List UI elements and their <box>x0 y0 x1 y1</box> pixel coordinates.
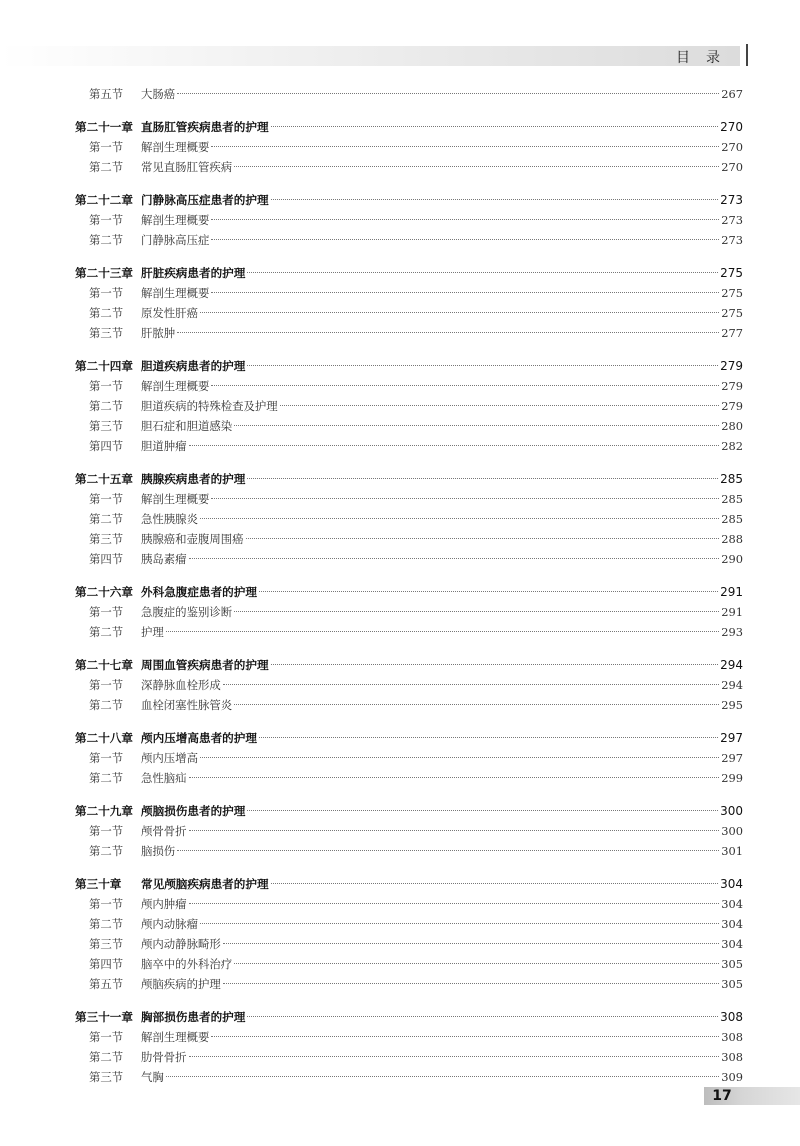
section-number: 第二节 <box>89 625 124 639</box>
page-ref: 294 <box>720 658 743 672</box>
page-ref: 285 <box>721 512 743 526</box>
toc-section-entry[interactable] <box>75 622 743 642</box>
section-number: 第一节 <box>89 286 124 300</box>
section-number: 第一节 <box>89 1030 124 1044</box>
toc-section-entry[interactable] <box>75 748 743 768</box>
toc-section-entry[interactable] <box>75 283 743 303</box>
dot-leader <box>211 1035 719 1037</box>
dot-leader <box>271 125 719 127</box>
section-number: 第二节 <box>89 698 124 712</box>
header-band <box>0 46 740 66</box>
page-ref: 275 <box>721 306 743 320</box>
chapter-title: 外科急腹症患者的护理 <box>141 585 257 599</box>
page-ref: 291 <box>720 585 743 599</box>
toc-section-entry[interactable] <box>75 509 743 529</box>
section-title: 解剖生理概要 <box>141 379 210 393</box>
dot-leader <box>271 198 719 200</box>
toc-chapter <box>75 356 743 456</box>
toc-section-entry[interactable] <box>75 529 743 549</box>
toc-chapter <box>75 117 743 177</box>
page-ref: 297 <box>720 731 743 745</box>
toc-section-entry[interactable] <box>75 210 743 230</box>
section-title: 解剖生理概要 <box>141 213 210 227</box>
section-title: 解剖生理概要 <box>141 140 210 154</box>
chapter-number: 第二十六章 <box>75 585 133 599</box>
page-ref: 304 <box>721 937 743 951</box>
dot-leader <box>211 291 719 293</box>
dot-leader <box>177 92 719 94</box>
chapter-number: 第二十一章 <box>75 120 133 134</box>
toc-chapter <box>75 190 743 250</box>
toc-section-entry[interactable] <box>75 675 743 695</box>
page-ref: 308 <box>721 1030 743 1044</box>
toc-section-entry[interactable] <box>75 303 743 323</box>
toc-section-entry[interactable] <box>75 695 743 715</box>
toc-section-entry[interactable] <box>75 1067 743 1087</box>
page-ref: 285 <box>720 472 743 486</box>
page-ref: 305 <box>721 977 743 991</box>
dot-leader <box>189 776 719 778</box>
section-number: 第一节 <box>89 140 124 154</box>
dot-leader <box>234 424 719 426</box>
section-title: 胰腺癌和壶腹周围癌 <box>141 532 244 546</box>
section-number: 第三节 <box>89 1070 124 1084</box>
chapter-title: 颅内压增高患者的护理 <box>141 731 257 745</box>
section-title: 肝脓肿 <box>141 326 176 340</box>
toc-chapter-entry[interactable] <box>75 356 743 376</box>
dot-leader <box>211 218 719 220</box>
dot-leader <box>259 590 718 592</box>
toc-section-entry[interactable] <box>75 768 743 788</box>
dot-leader <box>247 1015 718 1017</box>
page-ref: 293 <box>721 625 743 639</box>
page-ref: 299 <box>721 771 743 785</box>
page-ref: 290 <box>721 552 743 566</box>
running-header-title: 目录 <box>676 50 736 66</box>
page-ref: 273 <box>720 193 743 207</box>
chapter-title: 胆道疾病患者的护理 <box>141 359 246 373</box>
section-number: 第一节 <box>89 897 124 911</box>
dot-leader <box>223 942 719 944</box>
section-title: 解剖生理概要 <box>141 1030 210 1044</box>
dot-leader <box>211 238 719 240</box>
toc-section-entry[interactable] <box>75 914 743 934</box>
chapter-title: 周围血管疾病患者的护理 <box>141 658 269 672</box>
section-title: 胆石症和胆道感染 <box>141 419 233 433</box>
section-number: 第二节 <box>89 512 124 526</box>
section-title: 大肠癌 <box>141 87 176 101</box>
toc-section-entry[interactable] <box>75 396 743 416</box>
section-title: 颅内动静脉畸形 <box>141 937 221 951</box>
page-ref: 273 <box>721 213 743 227</box>
page-ref: 304 <box>720 877 743 891</box>
dot-leader <box>189 902 719 904</box>
page-ref: 270 <box>720 120 743 134</box>
section-title: 解剖生理概要 <box>141 492 210 506</box>
toc-chapter-entry[interactable] <box>75 728 743 748</box>
toc-section-entry[interactable] <box>75 436 743 456</box>
toc-section-entry[interactable] <box>75 841 743 861</box>
section-number: 第一节 <box>89 379 124 393</box>
toc-chapter <box>75 728 743 788</box>
toc-chapter-entry[interactable] <box>75 582 743 602</box>
page-ref: 270 <box>721 140 743 154</box>
section-number: 第二节 <box>89 917 124 931</box>
chapter-title: 胰腺疾病患者的护理 <box>141 472 246 486</box>
page-ref: 301 <box>721 844 743 858</box>
toc-chapter-entry[interactable] <box>75 1007 743 1027</box>
section-title: 常见直肠肛管疾病 <box>141 160 233 174</box>
section-number: 第一节 <box>89 678 124 692</box>
page-ref: 300 <box>720 804 743 818</box>
dot-leader <box>234 165 719 167</box>
page-ref: 280 <box>721 419 743 433</box>
dot-leader <box>189 444 719 446</box>
page-ref: 285 <box>721 492 743 506</box>
toc-chapter-entry[interactable] <box>75 190 743 210</box>
dot-leader <box>259 736 718 738</box>
toc-section-entry[interactable] <box>75 376 743 396</box>
section-number: 第二节 <box>89 233 124 247</box>
section-title: 颅内压增高 <box>141 751 198 765</box>
toc-section-entry[interactable] <box>75 1027 743 1047</box>
section-title: 急腹症的鉴别诊断 <box>141 605 233 619</box>
section-number: 第二节 <box>89 306 124 320</box>
dot-leader <box>223 982 719 984</box>
dot-leader <box>177 849 719 851</box>
page-ref: 308 <box>720 1010 743 1024</box>
chapter-number: 第二十七章 <box>75 658 133 672</box>
page-ref: 279 <box>721 379 743 393</box>
page-ref: 267 <box>721 87 743 101</box>
chapter-number: 第三十章 <box>75 877 122 891</box>
dot-leader <box>247 809 718 811</box>
section-title: 深静脉血栓形成 <box>141 678 221 692</box>
section-number: 第五节 <box>89 977 124 991</box>
toc-chapter-entry[interactable] <box>75 874 743 894</box>
dot-leader <box>234 610 719 612</box>
toc-chapter <box>75 801 743 861</box>
section-number: 第一节 <box>89 213 124 227</box>
chapter-number: 第三十一章 <box>75 1010 133 1024</box>
dot-leader <box>200 922 719 924</box>
page-ref: 305 <box>721 957 743 971</box>
toc-section-entry[interactable] <box>75 489 743 509</box>
chapter-title: 颅脑损伤患者的护理 <box>141 804 246 818</box>
section-title: 脑损伤 <box>141 844 176 858</box>
chapter-title: 胸部损伤患者的护理 <box>141 1010 246 1024</box>
dot-leader <box>280 404 719 406</box>
page-ref: 277 <box>721 326 743 340</box>
dot-leader <box>189 829 719 831</box>
section-title: 颅内动脉瘤 <box>141 917 198 931</box>
toc-section-entry[interactable] <box>75 974 743 994</box>
toc-chapter <box>75 582 743 642</box>
dot-leader <box>247 364 718 366</box>
page-ref: 294 <box>721 678 743 692</box>
toc-section-entry[interactable] <box>75 821 743 841</box>
toc-section-entry[interactable] <box>75 1047 743 1067</box>
table-of-contents <box>75 84 743 1100</box>
section-number: 第五节 <box>89 87 124 101</box>
chapter-number: 第二十九章 <box>75 804 133 818</box>
page-ref: 282 <box>721 439 743 453</box>
dot-leader <box>200 311 719 313</box>
page-ref: 304 <box>721 897 743 911</box>
dot-leader <box>166 630 719 632</box>
section-number: 第一节 <box>89 492 124 506</box>
toc-section-entry[interactable] <box>75 137 743 157</box>
page-ref: 304 <box>721 917 743 931</box>
dot-leader <box>247 271 718 273</box>
section-title: 肋骨骨折 <box>141 1050 187 1064</box>
section-number: 第三节 <box>89 937 124 951</box>
toc-section-entry[interactable] <box>75 954 743 974</box>
section-title: 急性脑疝 <box>141 771 187 785</box>
section-number: 第二节 <box>89 844 124 858</box>
dot-leader <box>271 882 719 884</box>
section-title: 血栓闭塞性脉管炎 <box>141 698 233 712</box>
section-title: 胰岛素瘤 <box>141 552 187 566</box>
chapter-number: 第二十三章 <box>75 266 133 280</box>
section-title: 急性胰腺炎 <box>141 512 198 526</box>
page-ref: 291 <box>721 605 743 619</box>
section-number: 第三节 <box>89 326 124 340</box>
section-title: 颅脑疾病的护理 <box>141 977 221 991</box>
dot-leader <box>234 703 719 705</box>
toc-chapter <box>75 874 743 994</box>
chapter-number: 第二十五章 <box>75 472 133 486</box>
chapter-number: 第二十二章 <box>75 193 133 207</box>
section-number: 第二节 <box>89 1050 124 1064</box>
page-ref: 273 <box>721 233 743 247</box>
toc-chapter-entry[interactable] <box>75 117 743 137</box>
dot-leader <box>211 384 719 386</box>
section-title: 气胸 <box>141 1070 164 1084</box>
dot-leader <box>271 663 719 665</box>
section-number: 第二节 <box>89 160 124 174</box>
toc-section-entry[interactable] <box>75 602 743 622</box>
section-title: 门静脉高压症 <box>141 233 210 247</box>
section-title: 颅骨骨折 <box>141 824 187 838</box>
dot-leader <box>223 683 719 685</box>
toc-chapter-entry[interactable] <box>75 263 743 283</box>
toc-chapter <box>75 263 743 343</box>
toc-chapter-entry[interactable] <box>75 655 743 675</box>
toc-section-entry[interactable] <box>75 934 743 954</box>
toc-continuation <box>75 84 743 104</box>
page-ref: 309 <box>721 1070 743 1084</box>
toc-section-entry[interactable] <box>75 416 743 436</box>
page-ref: 288 <box>721 532 743 546</box>
toc-section-entry[interactable] <box>75 549 743 569</box>
page-ref: 279 <box>721 399 743 413</box>
toc-section-entry[interactable] <box>75 84 743 104</box>
chapter-number: 第二十四章 <box>75 359 133 373</box>
dot-leader <box>200 756 719 758</box>
page-ref: 275 <box>721 286 743 300</box>
section-title: 解剖生理概要 <box>141 286 210 300</box>
page-ref: 295 <box>721 698 743 712</box>
section-number: 第三节 <box>89 532 124 546</box>
section-title: 脑卒中的外科治疗 <box>141 957 233 971</box>
section-title: 颅内肿瘤 <box>141 897 187 911</box>
dot-leader <box>200 517 719 519</box>
toc-chapter <box>75 1007 743 1087</box>
page-ref: 308 <box>721 1050 743 1064</box>
section-title: 胆道肿瘤 <box>141 439 187 453</box>
section-title: 胆道疾病的特殊检查及护理 <box>141 399 278 413</box>
page-ref: 270 <box>721 160 743 174</box>
dot-leader <box>246 537 719 539</box>
section-number: 第一节 <box>89 751 124 765</box>
dot-leader <box>211 145 719 147</box>
section-title: 原发性肝癌 <box>141 306 198 320</box>
chapter-title: 直肠肛管疾病患者的护理 <box>141 120 269 134</box>
section-number: 第四节 <box>89 957 124 971</box>
toc-section-entry[interactable] <box>75 894 743 914</box>
toc-section-entry[interactable] <box>75 230 743 250</box>
section-number: 第四节 <box>89 439 124 453</box>
section-number: 第一节 <box>89 605 124 619</box>
dot-leader <box>189 557 719 559</box>
chapter-title: 常见颅脑疾病患者的护理 <box>141 877 269 891</box>
section-title: 护理 <box>141 625 164 639</box>
chapter-title: 肝脏疾病患者的护理 <box>141 266 246 280</box>
chapter-title: 门静脉高压症患者的护理 <box>141 193 269 207</box>
page-ref: 297 <box>721 751 743 765</box>
dot-leader <box>211 497 719 499</box>
section-number: 第二节 <box>89 771 124 785</box>
header-rule-bar <box>746 44 748 66</box>
page-ref: 279 <box>720 359 743 373</box>
dot-leader <box>166 1075 719 1077</box>
section-number: 第三节 <box>89 419 124 433</box>
chapter-number: 第二十八章 <box>75 731 133 745</box>
toc-chapter <box>75 655 743 715</box>
page-number: 17 <box>712 1088 732 1104</box>
toc-chapter <box>75 469 743 569</box>
dot-leader <box>234 962 719 964</box>
toc-section-entry[interactable] <box>75 157 743 177</box>
dot-leader <box>189 1055 719 1057</box>
toc-section-entry[interactable] <box>75 323 743 343</box>
toc-chapter-entry[interactable] <box>75 469 743 489</box>
dot-leader <box>177 331 719 333</box>
section-number: 第二节 <box>89 399 124 413</box>
page-ref: 300 <box>721 824 743 838</box>
section-number: 第一节 <box>89 824 124 838</box>
toc-chapter-entry[interactable] <box>75 801 743 821</box>
section-number: 第四节 <box>89 552 124 566</box>
dot-leader <box>247 477 718 479</box>
page-ref: 275 <box>720 266 743 280</box>
